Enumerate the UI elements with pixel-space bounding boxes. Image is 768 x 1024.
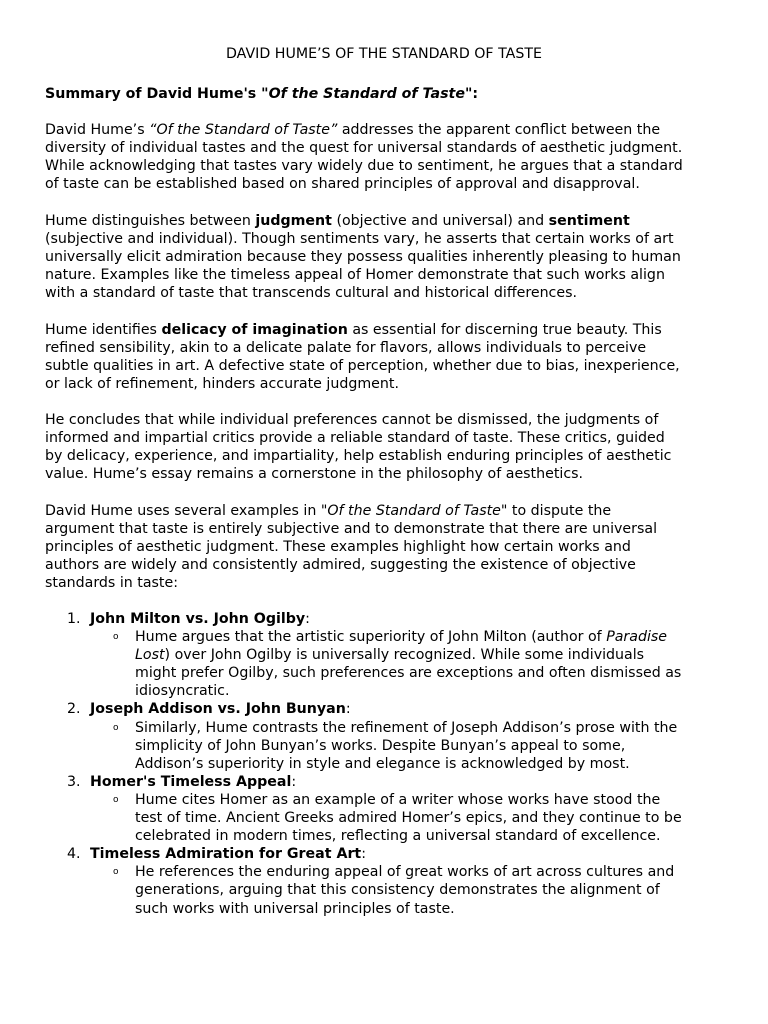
list-item-heading: John Milton vs. John Ogilby [90,611,306,627]
term-judgment: judgment [255,213,332,229]
summary-heading [45,85,735,103]
work-title: Of the Standard of Taste [327,503,501,519]
heading-work-title: Of the Standard of Taste [268,86,465,102]
term-delicacy: delicacy of imagination [161,322,348,338]
paragraph-delicacy: Hume identifies delicacy of imagination as essential for discerning true beauty. This refined sensibility, akin to a delicate palate for flavors, allows individuals to perceive subtle qualities in art. A defective state of perception, whether due to bias, inexperience, or lack of refinement, hinders accurate judgment. [45,322,680,393]
paragraph-intro: David Hume’s “Of the Standard of Taste” addresses the apparent conflict between the diversity of individual tastes and the quest for universal standards of aesthetic judgment. While acknowledging that tastes vary widely due to sentiment, he argues that a standard of taste can be established based on shared principles of approval and disapproval. [45,122,683,193]
circle-bullet-icon: o [113,722,119,733]
sub-list-item: o He references the enduring appeal of great works of art across cultures and generations, arguing that this consistency demonstrates the alignment of such works with universal principles of taste. [113,864,675,917]
paragraph-examples-intro: David Hume uses several examples in "Of the Standard of Taste" to dispute the argument that taste is entirely subjective and to demonstrate that there are universal principles of aesthetic judgment. These examples highlight how certain works and authors are widely and consistently admired, suggesting the existence of objective standards in taste: [45,503,658,592]
page-title: DAVID HUME’S OF THE STANDARD OF TASTE [225,46,543,62]
heading-prefix: Summary of David Hume's " [45,86,269,102]
list-item: 2. Joseph Addison vs. John Bunyan: [67,701,351,718]
work-title: “Of the Standard of Taste” [149,122,338,138]
heading-suffix: ": [464,86,479,102]
list-item-heading: Homer's Timeless Appeal [90,773,292,790]
list-item: 1. John Milton vs. John Ogilby: [67,611,310,627]
sub-list-item: o Similarly, Hume contrasts the refinement of Joseph Addison’s prose with the simplicity of John Bunyan’s works. Despite Bunyan’s appeal to some, Addison’s superiority in style and elegance is acknowledged by most. [113,719,678,772]
list-number: 3. [67,773,81,790]
circle-bullet-icon: o [113,867,119,878]
sub-list-item: o Hume argues that the artistic superiority of John Milton (author of Paradise Lost) over John Ogilby is universally recognized. While some individuals might prefer Ogilby, such preferences are exceptions and often dismissed as idiosyncratic. [113,629,682,700]
paragraph-judgment-sentiment: Hume distinguishes between judgment (objective and universal) and sentiment (subjective and individual). Though sentiments vary, he asserts that certain works of art universally elicit admiration because they possess qualities inherently pleasing to human nature. Examples like the timeless appeal of Homer demonstrate that such works align with a standard of taste that transcends cultural and historical differences. [45,213,681,302]
list-item-heading: Timeless Admiration for Great Art [90,846,362,863]
circle-bullet-icon: o [113,794,119,805]
list-number: 2. [67,701,81,718]
list-number: 1. [67,611,81,627]
term-sentiment: sentiment [548,213,630,229]
list-item-heading: Joseph Addison vs. John Bunyan [90,701,346,718]
list-number: 4. [67,846,81,863]
list-item: 3. Homer's Timeless Appeal: [67,773,297,790]
paragraph-conclusion: He concludes that while individual preferences cannot be dismissed, the judgments of informed and impartial critics provide a reliable standard of taste. These critics, guided by delicacy, experience, and impartiality, help establish enduring principles of aesthetic value. Hume’s essay remains a cornerstone in the philosophy of aesthetics. [45,412,672,483]
sub-list-item: o Hume cites Homer as an example of a writer whose works have stood the test of time. Ancient Greeks admired Homer’s epics, and they continue to be celebrated in modern times, reflecting a universal standard of excellence. [113,791,682,845]
circle-bullet-icon: o [113,632,119,643]
examples-list [45,610,735,918]
list-item: 4. Timeless Admiration for Great Art: [67,846,366,863]
